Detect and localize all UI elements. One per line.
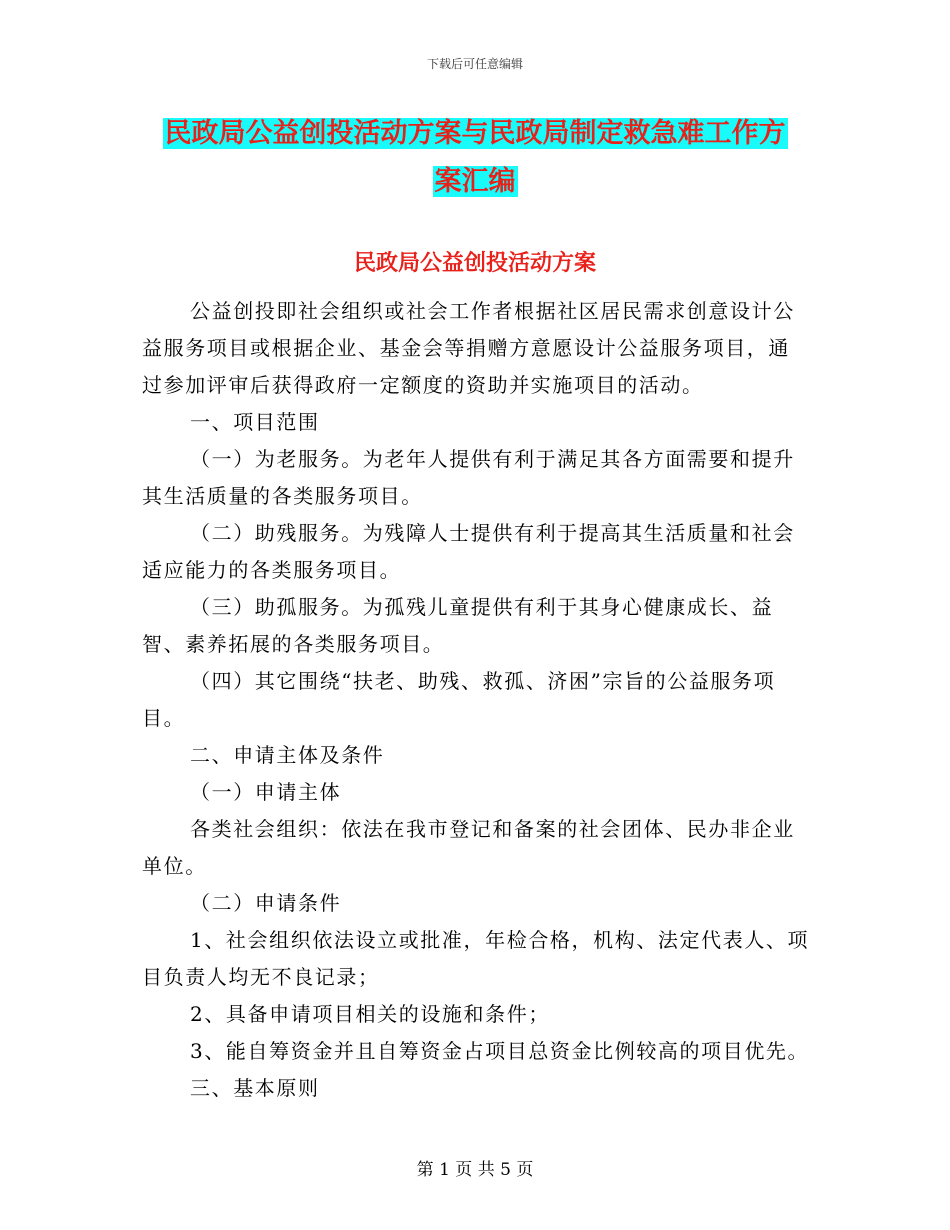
paragraph: 3、能自筹资金并且自筹资金占项目总资金比例较高的项目优先。: [190, 1039, 810, 1063]
paragraph: （四）其它围绕“扶老、助残、救孤、济困”宗旨的公益服务项目。: [142, 669, 776, 730]
paragraph: 1、社会组织依法设立或批准，年检合格，机构、法定代表人、项目负责人均无不良记录；: [142, 928, 810, 989]
document-body: [142, 293, 810, 1107]
paragraph: 各类社会组织：依法在我市登记和备案的社会团体、民办非企业单位。: [142, 817, 795, 878]
paragraph: （二）申请条件: [190, 891, 342, 915]
paragraph: （一）申请主体: [190, 780, 342, 804]
title-line-2: 案汇编: [434, 166, 516, 197]
section-title: 民政局公益创投活动方案: [353, 251, 596, 276]
document-title: [0, 110, 950, 206]
paragraph: 三、基本原则: [190, 1076, 320, 1100]
paragraph: （二）助残服务。为残障人士提供有利于提高其生活质量和社会适应能力的各类服务项目。: [142, 521, 795, 582]
paragraph: 二、申请主体及条件: [190, 743, 385, 767]
paragraph: （三）助孤服务。为孤残儿童提供有利于其身心健康成长、益智、素养拓展的各类服务项目。: [142, 595, 774, 656]
paragraph: 一、项目范围: [190, 410, 320, 434]
page-number: 第 1 页 共 5 页: [416, 1160, 534, 1180]
paragraph: （一）为老服务。为老年人提供有利于满足其各方面需要和提升其生活质量的各类服务项目。: [142, 447, 795, 508]
paragraph: 2、具备申请项目相关的设施和条件；: [190, 1002, 550, 1026]
title-line-1: 民政局公益创投活动方案与民政局制定救急难工作方: [164, 118, 786, 149]
page-header-note: 下载后可任意编辑: [426, 57, 523, 71]
paragraph: 公益创投即社会组织或社会工作者根据社区居民需求创意设计公益服务项目或根据企业、基金会等捐赠方意愿设计公益服务项目，通过参加评审后获得政府一定额度的资助并实施项目的活动。: [142, 299, 795, 397]
